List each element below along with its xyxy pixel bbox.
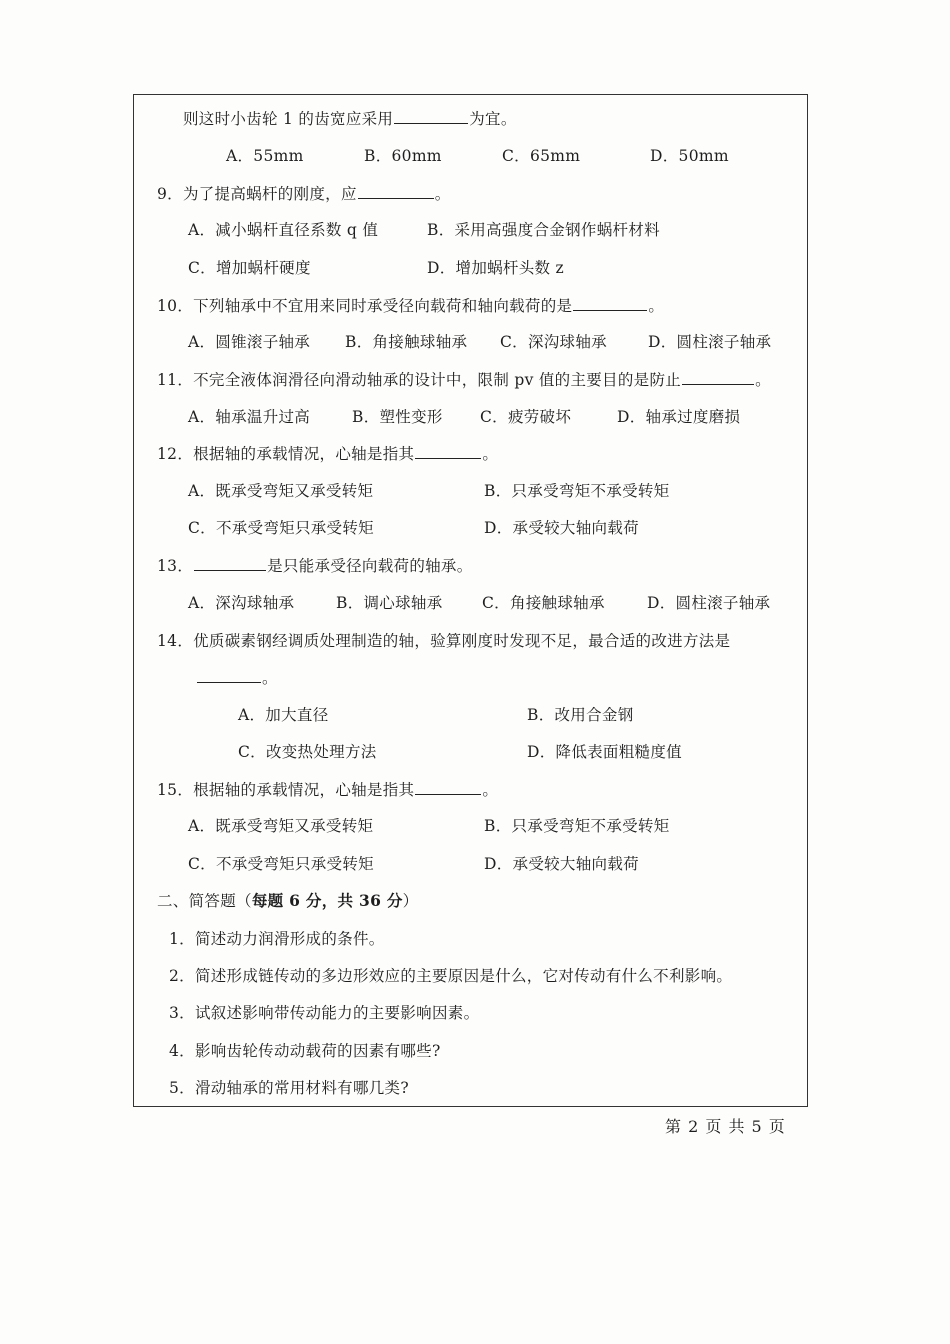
q14-option-b: B．改用合金钢 bbox=[527, 706, 634, 724]
q15-stem bbox=[157, 780, 498, 800]
q11-option-d: D．轴承过度磨损 bbox=[617, 408, 741, 426]
q9-stem bbox=[157, 184, 451, 204]
q9-text: 9．为了提高蜗杆的刚度，应 bbox=[157, 185, 357, 203]
short-answer-item: 2．简述形成链传动的多边形效应的主要原因是什么，它对传动有什么不利影响。 bbox=[169, 967, 733, 985]
q10-stem bbox=[157, 296, 664, 316]
q12-text: 12．根据轴的承载情况，心轴是指其 bbox=[157, 445, 415, 463]
q8-continuation bbox=[183, 109, 517, 129]
q10-option-c: C．深沟球轴承 bbox=[500, 333, 607, 351]
q13-stem bbox=[157, 556, 473, 576]
q12-stem bbox=[157, 444, 498, 464]
q13-option-b: B．调心球轴承 bbox=[336, 594, 443, 612]
q12-option-c: C．不承受弯矩只承受转矩 bbox=[188, 519, 374, 537]
q15-option-d: D．承受较大轴向载荷 bbox=[484, 855, 639, 873]
q10-text-end: 。 bbox=[648, 297, 665, 315]
answer-blank bbox=[194, 556, 266, 571]
short-answer-item: 1．简述动力润滑形成的条件。 bbox=[169, 930, 385, 948]
answer-blank bbox=[358, 184, 434, 199]
q14-continuation bbox=[196, 668, 278, 688]
q11-text: 11．不完全液体润滑径向滑动轴承的设计中，限制 pv 值的主要目的是防止 bbox=[157, 371, 682, 389]
answer-blank bbox=[415, 444, 481, 459]
q9-option-d: D．增加蜗杆头数 z bbox=[427, 259, 565, 277]
q10-option-b: B．角接触球轴承 bbox=[345, 333, 468, 351]
q13-number: 13． bbox=[157, 557, 194, 575]
q9-text-end: 。 bbox=[434, 185, 451, 203]
q12-option-a: A．既承受弯矩又承受转矩 bbox=[188, 482, 374, 500]
q15-text-end: 。 bbox=[482, 781, 499, 799]
q10-option-a: A．圆锥滚子轴承 bbox=[188, 333, 311, 351]
q15-option-a: A．既承受弯矩又承受转矩 bbox=[188, 817, 374, 835]
q13-text: 是只能承受径向载荷的轴承。 bbox=[267, 557, 473, 575]
q9-option-b: B．采用高强度合金钢作蜗杆材料 bbox=[427, 221, 660, 239]
section2-heading-end: ） bbox=[402, 892, 419, 910]
short-answer-item: 4．影响齿轮传动动载荷的因素有哪些? bbox=[169, 1042, 441, 1060]
answer-blank bbox=[394, 109, 468, 124]
q10-option-d: D．圆柱滚子轴承 bbox=[648, 333, 772, 351]
q12-text-end: 。 bbox=[482, 445, 499, 463]
answer-blank bbox=[682, 370, 754, 385]
q15-text: 15．根据轴的承载情况，心轴是指其 bbox=[157, 781, 415, 799]
q14-option-c: C．改变热处理方法 bbox=[238, 743, 377, 761]
answer-blank bbox=[573, 296, 647, 311]
q8-option-b: B．60mm bbox=[364, 147, 442, 165]
q12-option-d: D．承受较大轴向载荷 bbox=[484, 519, 639, 537]
q13-option-c: C．角接触球轴承 bbox=[482, 594, 605, 612]
q15-option-b: B．只承受弯矩不承受转矩 bbox=[484, 817, 670, 835]
short-answer-item: 3．试叙述影响带传动能力的主要影响因素。 bbox=[169, 1004, 480, 1022]
q11-option-a: A．轴承温升过高 bbox=[188, 408, 311, 426]
section2-heading bbox=[157, 891, 418, 911]
q9-option-c: C．增加蜗杆硬度 bbox=[188, 259, 311, 277]
q13-option-a: A．深沟球轴承 bbox=[188, 594, 295, 612]
q8-text: 则这时小齿轮 1 的齿宽应采用 bbox=[183, 110, 394, 128]
q8-option-a: A．55mm bbox=[226, 147, 304, 165]
q10-text: 10．下列轴承中不宜用来同时承受径向载荷和轴向载荷的是 bbox=[157, 297, 573, 315]
q9-option-a: A．减小蜗杆直径系数 q 值 bbox=[188, 221, 379, 239]
q13-option-d: D．圆柱滚子轴承 bbox=[647, 594, 771, 612]
q14-text-end: 。 bbox=[262, 669, 278, 687]
section2-heading-text: 二、简答题（ bbox=[157, 892, 252, 910]
q11-text-end: 。 bbox=[755, 371, 771, 389]
short-answer-item: 5．滑动轴承的常用材料有哪几类? bbox=[169, 1079, 409, 1097]
q11-option-c: C．疲劳破坏 bbox=[480, 408, 572, 426]
page-number: 第 2 页 共 5 页 bbox=[665, 1117, 786, 1136]
answer-blank bbox=[415, 780, 481, 795]
q8-text-end: 为宜。 bbox=[469, 110, 517, 128]
q8-option-c: C．65mm bbox=[502, 147, 581, 165]
q11-stem bbox=[157, 370, 771, 390]
section2-score-note: 每题 6 分，共 36 分 bbox=[251, 891, 403, 910]
q14-stem: 14．优质碳素钢经调质处理制造的轴，验算刚度时发现不足，最合适的改进方法是 bbox=[157, 632, 731, 650]
q14-option-a: A．加大直径 bbox=[238, 706, 329, 724]
q14-option-d: D．降低表面粗糙度值 bbox=[527, 743, 682, 761]
answer-blank bbox=[197, 668, 261, 683]
q8-option-d: D．50mm bbox=[650, 147, 729, 165]
q12-option-b: B．只承受弯矩不承受转矩 bbox=[484, 482, 670, 500]
q11-option-b: B．塑性变形 bbox=[352, 408, 443, 426]
q15-option-c: C．不承受弯矩只承受转矩 bbox=[188, 855, 374, 873]
